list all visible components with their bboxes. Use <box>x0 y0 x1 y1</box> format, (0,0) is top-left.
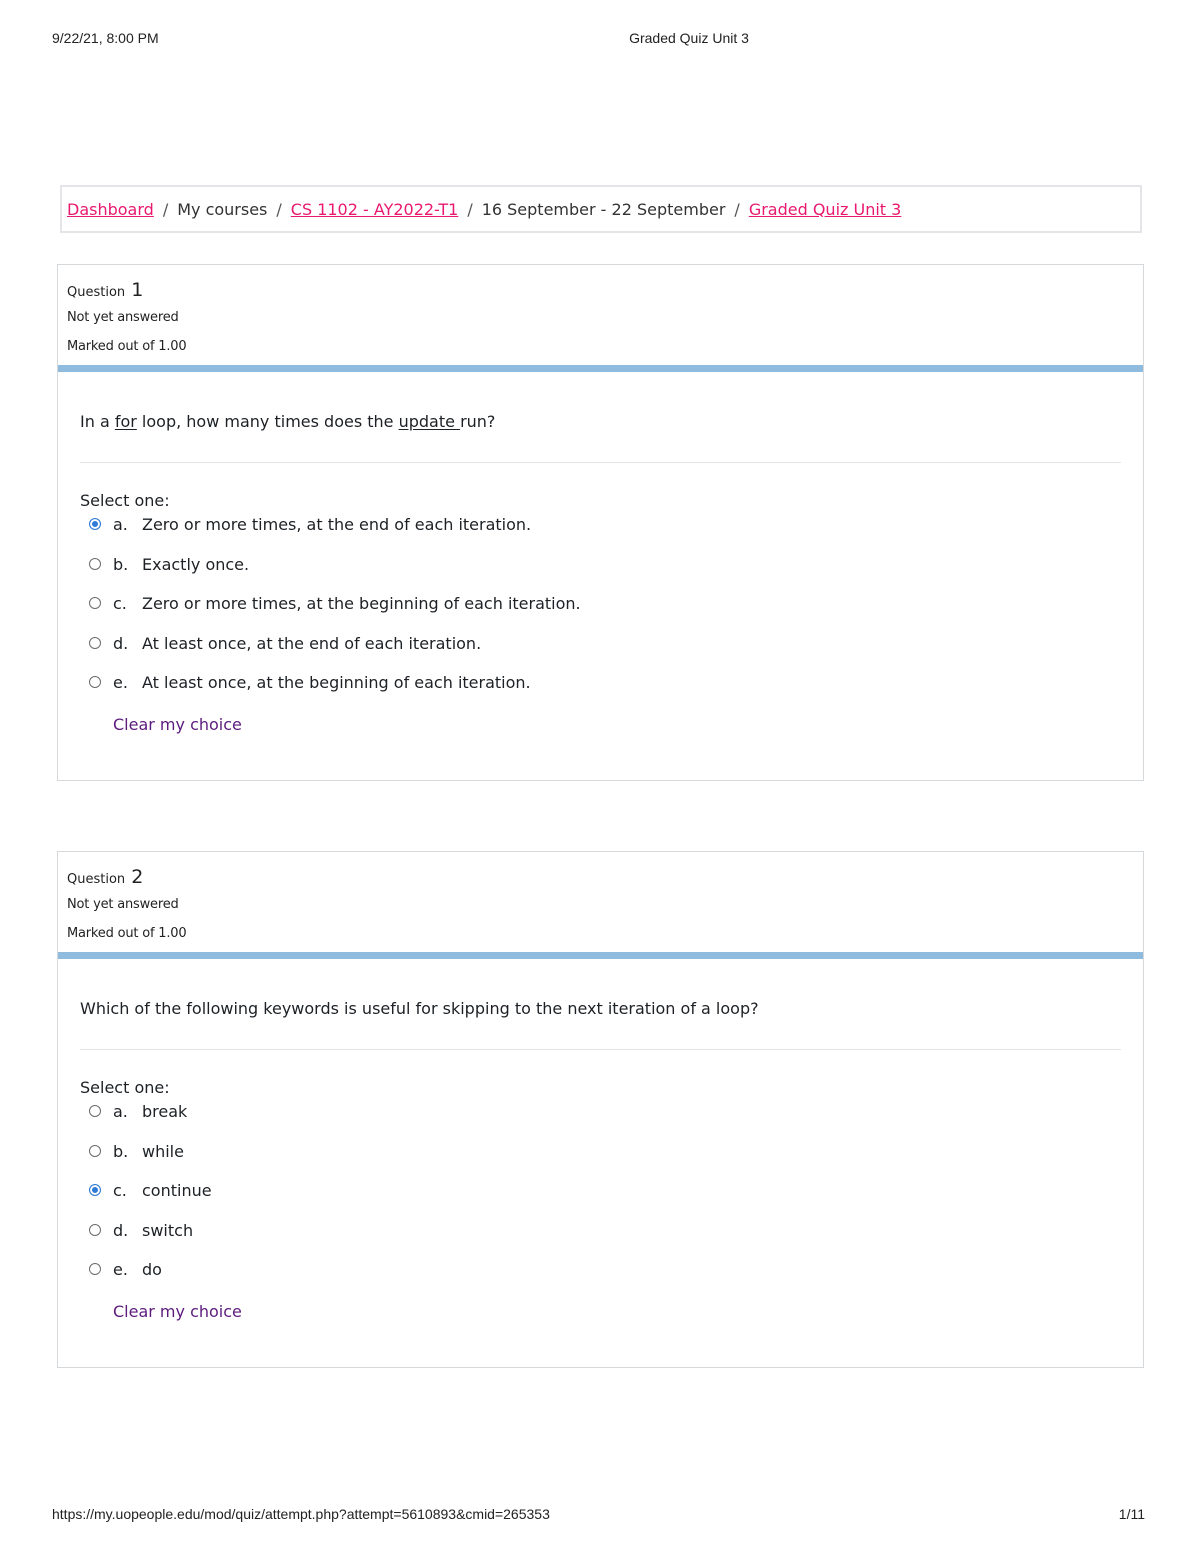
print-title: Graded Quiz Unit 3 <box>629 30 749 46</box>
answer-letter: e. <box>113 673 128 692</box>
answer-letter: d. <box>113 633 129 653</box>
answer-letter: a. <box>113 1102 128 1121</box>
question-info <box>58 852 1143 952</box>
qtext-keyword-for: for <box>114 412 137 431</box>
question-label: Question <box>67 285 126 300</box>
question-body <box>58 959 1143 1352</box>
clear-choice-link[interactable]: Clear my choice <box>113 1301 242 1321</box>
breadcrumb-separator: / <box>467 199 473 219</box>
radio-button[interactable] <box>89 597 101 609</box>
question-number-value: 2 <box>131 866 144 888</box>
radio-button[interactable] <box>89 1184 101 1196</box>
answer-option-c[interactable] <box>80 594 1121 634</box>
radio-button[interactable] <box>89 518 101 530</box>
answer-option-e[interactable] <box>80 673 1121 713</box>
question-2 <box>57 851 1144 1368</box>
answer-text: Exactly once. <box>142 554 250 574</box>
radio-button[interactable] <box>89 1145 101 1157</box>
radio-button[interactable] <box>89 1105 101 1117</box>
answer-text: At least once, at the end of each iteration. <box>142 633 482 653</box>
answer-letter: a. <box>113 515 128 534</box>
answer-letter: b. <box>113 554 129 574</box>
print-footer <box>0 1506 1200 1526</box>
print-url: https://my.uopeople.edu/mod/quiz/attempt.php?attempt=5610893&cmid=265353 <box>52 1506 550 1522</box>
answer-text: while <box>142 1141 184 1161</box>
radio-button[interactable] <box>89 676 101 688</box>
answer-letter: b. <box>113 1141 129 1161</box>
question-accent-bar <box>58 952 1143 959</box>
question-state: Not yet answered <box>67 310 179 325</box>
breadcrumb-separator: / <box>734 199 740 219</box>
breadcrumb-dashboard[interactable]: Dashboard <box>67 199 154 219</box>
answer-option-b[interactable] <box>80 555 1121 595</box>
answer-list <box>80 515 1121 713</box>
answer-text: switch <box>142 1220 194 1240</box>
radio-button[interactable] <box>89 637 101 649</box>
question-accent-bar <box>58 365 1143 372</box>
answer-option-d[interactable] <box>80 634 1121 674</box>
print-page-number: 1/11 <box>1118 1506 1145 1522</box>
question-text: Which of the following keywords is useful for skipping to the next iteration of a loop? <box>80 959 1121 1050</box>
answer-letter: c. <box>113 594 127 613</box>
select-one-prompt: Select one: <box>80 491 170 510</box>
answer-list <box>80 1102 1121 1300</box>
answer-option-b[interactable] <box>80 1142 1121 1182</box>
answer-text: At least once, at the beginning of each iteration. <box>142 673 531 692</box>
answer-option-a[interactable] <box>80 515 1121 555</box>
question-label: Question <box>67 872 126 887</box>
clear-choice-link[interactable]: Clear my choice <box>113 714 242 734</box>
question-number-value: 1 <box>131 279 144 301</box>
breadcrumb-separator: / <box>276 199 282 219</box>
question-number <box>67 864 1134 890</box>
answer-option-e[interactable] <box>80 1260 1121 1300</box>
breadcrumb-separator: / <box>162 199 169 219</box>
answer-letter: e. <box>113 1260 128 1279</box>
qtext-keyword-update: update <box>398 412 461 431</box>
breadcrumb <box>60 185 1142 233</box>
question-1 <box>57 264 1144 781</box>
answer-option-c[interactable] <box>80 1181 1121 1221</box>
print-header <box>0 30 1200 50</box>
radio-button[interactable] <box>89 1263 101 1275</box>
answer-option-a[interactable] <box>80 1102 1121 1142</box>
answer-letter: c. <box>113 1181 127 1200</box>
answer-option-d[interactable] <box>80 1221 1121 1261</box>
question-text <box>80 372 1121 463</box>
answer-text: continue <box>142 1181 212 1200</box>
breadcrumb-course[interactable]: CS 1102 - AY2022-T1 <box>290 199 459 219</box>
breadcrumb-week: 16 September - 22 September <box>481 199 726 219</box>
answer-text: break <box>142 1102 188 1121</box>
question-info <box>58 265 1143 365</box>
answer-text: do <box>142 1260 162 1279</box>
radio-button[interactable] <box>89 1224 101 1236</box>
answer-text: Zero or more times, at the beginning of each iteration. <box>142 594 581 613</box>
question-grade: Marked out of 1.00 <box>67 339 187 354</box>
select-one-prompt: Select one: <box>80 1078 170 1097</box>
breadcrumb-my-courses: My courses <box>177 199 268 219</box>
print-datetime: 9/22/21, 8:00 PM <box>52 30 159 46</box>
qtext-part: In a <box>80 412 115 431</box>
question-number <box>67 277 1134 303</box>
question-body <box>58 372 1143 765</box>
question-state: Not yet answered <box>67 897 179 912</box>
qtext-part: loop, how many times does the <box>136 412 399 431</box>
qtext-part: run? <box>460 412 496 431</box>
breadcrumb-quiz[interactable]: Graded Quiz Unit 3 <box>748 199 902 219</box>
question-grade: Marked out of 1.00 <box>67 926 187 941</box>
answer-text: Zero or more times, at the end of each iteration. <box>142 515 532 534</box>
radio-button[interactable] <box>89 558 101 570</box>
answer-letter: d. <box>113 1220 129 1240</box>
